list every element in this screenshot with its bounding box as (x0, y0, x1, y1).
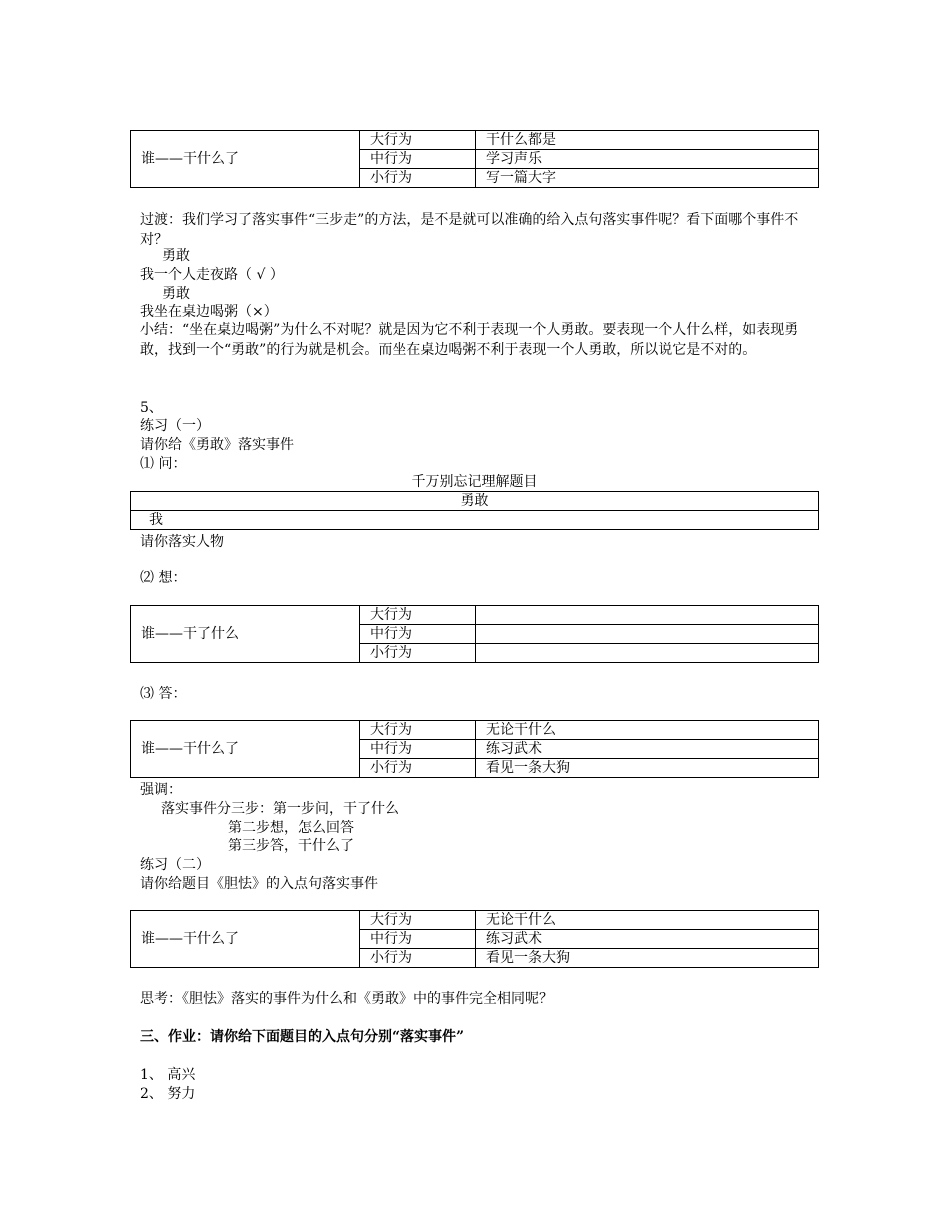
emphasis-step-2: 第二步想，怎么回答 (228, 820, 354, 836)
brave-table (130, 491, 819, 530)
implement-person: 请你落实人物 (140, 534, 224, 550)
homework-item-2: 2、 努力 (140, 1086, 196, 1102)
emphasis-step-1: 落实事件分三步：第一步问，干了什么 (161, 801, 399, 817)
example-2-label: 勇敢 (162, 286, 190, 302)
action-cell: 无论干什么 (476, 721, 819, 740)
level-cell: 小行为 (360, 169, 476, 188)
level-cell: 中行为 (360, 930, 476, 949)
action-cell (476, 606, 819, 625)
practice-2-heading: 练习（二） (140, 857, 210, 873)
action-cell: 写一篇大字 (476, 169, 819, 188)
transition-paragraph: 过渡：我们学习了落实事件“三步走”的方法，是不是就可以准确的给入点句落实事件呢？看下面哪个事件不对？ (140, 212, 799, 248)
emphasis-label: 强调： (140, 782, 182, 798)
who-cell: 谁——干什么了 (131, 721, 360, 778)
action-cell (476, 625, 819, 644)
example-2-line: 我坐在桌边喝粥（×） (140, 304, 278, 320)
homework-item-1: 1、 高兴 (140, 1067, 196, 1083)
action-cell: 练习武术 (476, 930, 819, 949)
step-answer: ⑶ 答： (140, 686, 187, 702)
step-ask: ⑴ 问： (140, 456, 187, 472)
think-question: 思考：《胆怯》落实的事件为什么和《勇敢》中的事件完全相同呢？ (140, 991, 553, 1007)
who-cell: 谁——干了什么 (131, 606, 360, 663)
summary-paragraph: 小结：“坐在桌边喝粥”为什么不对呢？就是因为它不利于表现一个人勇敢。要表现一个人什么样，如表现勇敢，找到一个“勇敢”的行为就是机会。而坐在桌边喝粥不利于表现一个人勇敢，所以说它是不对的。 (140, 322, 799, 358)
level-cell: 大行为 (360, 721, 476, 740)
practice-2-task: 请你给题目《胆怯》的入点句落实事件 (140, 876, 378, 892)
example-1-label: 勇敢 (162, 248, 190, 264)
who-cell: 谁——干什么了 (131, 911, 360, 968)
section-5-number: 5、 (140, 400, 163, 416)
action-cell: 学习声乐 (476, 150, 819, 169)
level-cell: 中行为 (360, 740, 476, 759)
action-cell: 看见一条大狗 (476, 949, 819, 968)
event-table-2 (130, 605, 819, 663)
emphasis-step-3: 第三步答，干什么了 (228, 838, 354, 854)
reminder-line: 千万别忘记理解题目 (411, 474, 538, 490)
level-cell: 大行为 (360, 911, 476, 930)
level-cell: 大行为 (360, 131, 476, 150)
event-table-4 (130, 910, 819, 968)
level-cell: 小行为 (360, 759, 476, 778)
who-cell: 谁——干什么了 (131, 131, 360, 188)
brave-me-cell: 我 (131, 511, 819, 530)
brave-header-cell: 勇敢 (131, 492, 819, 511)
example-1-line: 我一个人走夜路（ √ ） (140, 267, 284, 283)
step-think: ⑵ 想： (140, 570, 187, 586)
action-cell: 无论干什么 (476, 911, 819, 930)
level-cell: 中行为 (360, 150, 476, 169)
level-cell: 小行为 (360, 644, 476, 663)
practice-1-task: 请你给《勇敢》落实事件 (140, 437, 294, 453)
level-cell: 大行为 (360, 606, 476, 625)
action-cell: 练习武术 (476, 740, 819, 759)
practice-1-heading: 练习（一） (140, 418, 210, 434)
action-cell: 干什么都是 (476, 131, 819, 150)
event-table-1 (130, 130, 819, 188)
homework-heading: 三、作业：请你给下面题目的入点句分别“落实事件” (140, 1029, 465, 1045)
level-cell: 中行为 (360, 625, 476, 644)
event-table-3 (130, 720, 819, 778)
level-cell: 小行为 (360, 949, 476, 968)
action-cell (476, 644, 819, 663)
action-cell: 看见一条大狗 (476, 759, 819, 778)
